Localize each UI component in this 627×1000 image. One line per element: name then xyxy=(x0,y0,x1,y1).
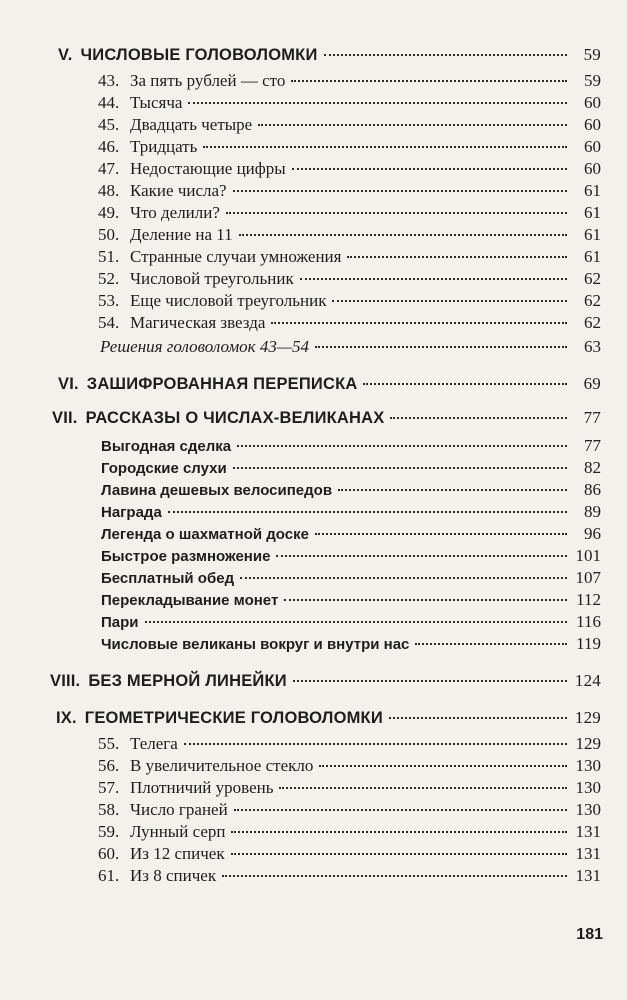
story-title: Числовые великаны вокруг и внутри нас xyxy=(101,636,410,653)
puzzle-title: Странные случаи умножения xyxy=(130,247,342,266)
dot-leader xyxy=(188,102,567,104)
toc-chapter-6 xyxy=(0,373,627,395)
dot-leader xyxy=(222,875,567,877)
page-ref: 130 xyxy=(575,756,601,775)
puzzle-title: Число граней xyxy=(130,800,228,819)
dot-leader xyxy=(233,467,567,469)
page-ref: 62 xyxy=(584,269,601,288)
toc-puzzle-58 xyxy=(0,799,627,821)
puzzle-number: 50. xyxy=(98,225,120,244)
toc-story-3 xyxy=(0,479,627,501)
dot-leader xyxy=(291,80,567,82)
story-title: Выгодная сделка xyxy=(101,438,232,455)
puzzle-title: Числовой треугольник xyxy=(130,269,294,288)
toc-puzzle-55 xyxy=(0,733,627,755)
dot-leader xyxy=(258,124,567,126)
page-ref: 61 xyxy=(584,247,601,266)
toc-puzzle-43 xyxy=(0,70,627,92)
story-title: Быстрое размножение xyxy=(101,548,271,565)
page-ref: 89 xyxy=(584,502,601,521)
page-ref: 61 xyxy=(584,203,601,222)
toc-puzzle-51 xyxy=(0,246,627,268)
dot-leader xyxy=(284,599,567,601)
page-ref: 86 xyxy=(584,480,601,499)
page-ref: 62 xyxy=(584,313,601,332)
dot-leader xyxy=(276,555,567,557)
puzzle-number: 53. xyxy=(98,291,120,310)
puzzle-title: Недостающие цифры xyxy=(130,159,286,178)
puzzle-title: Двадцать четыре xyxy=(130,115,253,134)
puzzle-number: 57. xyxy=(98,778,120,797)
puzzle-title: Лунный серп xyxy=(130,822,226,841)
chapter-number: VII. xyxy=(52,409,78,427)
toc-puzzle-45 xyxy=(0,114,627,136)
puzzle-title: Из 12 спичек xyxy=(130,844,225,863)
page-ref: 77 xyxy=(584,436,601,455)
puzzle-title: За пять рублей — сто xyxy=(130,71,286,90)
story-title: Перекладывание монет xyxy=(101,592,279,609)
puzzle-title: Что делили? xyxy=(130,203,220,222)
puzzle-number: 44. xyxy=(98,93,120,112)
dot-leader xyxy=(233,190,567,192)
puzzle-title: Из 8 спичек xyxy=(130,866,217,885)
dot-leader xyxy=(271,322,567,324)
puzzle-number: 52. xyxy=(98,269,120,288)
toc-chapter-5 xyxy=(0,44,627,66)
page-ref: 60 xyxy=(584,93,601,112)
page-ref: 131 xyxy=(575,822,601,841)
puzzle-number: 48. xyxy=(98,181,120,200)
puzzle-title: Телега xyxy=(130,734,178,753)
page-ref: 101 xyxy=(575,546,601,565)
story-title: Легенда о шахматной доске xyxy=(101,526,309,543)
page-ref: 60 xyxy=(584,159,601,178)
page-ref: 124 xyxy=(574,671,601,690)
chapter-number: VI. xyxy=(58,375,79,393)
chapter-title: РАССКАЗЫ О ЧИСЛАХ-ВЕЛИКАНАХ xyxy=(85,409,385,427)
puzzle-title: Плотничий уровень xyxy=(130,778,274,797)
puzzle-title: Деление на 11 xyxy=(130,225,233,244)
dot-leader xyxy=(338,489,567,491)
toc-story-7 xyxy=(0,567,627,589)
puzzle-number: 58. xyxy=(98,800,120,819)
dot-leader xyxy=(389,717,567,719)
page-ref: 119 xyxy=(576,634,601,653)
toc-puzzle-48 xyxy=(0,180,627,202)
page-ref: 69 xyxy=(583,374,601,393)
puzzle-title: Еще числовой треугольник xyxy=(130,291,327,310)
dot-leader xyxy=(239,234,567,236)
page-ref: 131 xyxy=(575,844,601,863)
puzzle-title: Тридцать xyxy=(130,137,198,156)
story-title: Городские слухи xyxy=(101,460,227,477)
toc-chapter-8 xyxy=(0,670,627,692)
toc-story-9 xyxy=(0,611,627,633)
toc-puzzle-56 xyxy=(0,755,627,777)
page-ref: 60 xyxy=(584,137,601,156)
page-ref: 62 xyxy=(584,291,601,310)
toc-puzzle-46 xyxy=(0,136,627,158)
puzzle-title: В увеличительное стекло xyxy=(130,756,314,775)
page-number: 181 xyxy=(576,926,603,943)
toc-puzzle-44 xyxy=(0,92,627,114)
toc-story-4 xyxy=(0,501,627,523)
dot-leader xyxy=(300,278,567,280)
page-ref: 107 xyxy=(575,568,601,587)
dot-leader xyxy=(315,346,567,348)
chapter-number: IX. xyxy=(56,709,77,727)
page-ref: 61 xyxy=(584,181,601,200)
page-ref: 63 xyxy=(584,337,601,356)
toc-story-10 xyxy=(0,633,627,655)
dot-leader xyxy=(203,146,567,148)
dot-leader xyxy=(415,643,567,645)
story-title: Лавина дешевых велосипедов xyxy=(101,482,333,499)
chapter-title: ГЕОМЕТРИЧЕСКИЕ ГОЛОВОЛОМКИ xyxy=(84,709,383,727)
page-ref: 130 xyxy=(575,778,601,797)
puzzle-title: Какие числа? xyxy=(130,181,227,200)
toc-puzzle-57 xyxy=(0,777,627,799)
page-ref: 60 xyxy=(584,115,601,134)
page-ref: 129 xyxy=(574,708,601,727)
puzzle-number: 45. xyxy=(98,115,120,134)
page-ref: 61 xyxy=(584,225,601,244)
dot-leader xyxy=(226,212,567,214)
puzzle-number: 46. xyxy=(98,137,120,156)
toc-solutions xyxy=(0,336,627,358)
page-ref: 130 xyxy=(575,800,601,819)
dot-leader xyxy=(292,168,567,170)
toc-puzzle-50 xyxy=(0,224,627,246)
toc-chapter-7 xyxy=(0,407,627,429)
puzzle-number: 51. xyxy=(98,247,120,266)
dot-leader xyxy=(145,621,567,623)
toc-puzzle-60 xyxy=(0,843,627,865)
toc-chapter-9 xyxy=(0,707,627,729)
chapter-number: V. xyxy=(58,46,73,64)
chapter-title: ЗАШИФРОВАННАЯ ПЕРЕПИСКА xyxy=(86,375,358,393)
dot-leader xyxy=(168,511,567,513)
toc-puzzle-53 xyxy=(0,290,627,312)
toc-puzzle-54 xyxy=(0,312,627,334)
toc-story-6 xyxy=(0,545,627,567)
story-title: Пари xyxy=(101,614,139,631)
dot-leader xyxy=(319,765,567,767)
dot-leader xyxy=(293,680,567,682)
toc-puzzle-61 xyxy=(0,865,627,887)
page-ref: 131 xyxy=(575,866,601,885)
toc-puzzle-52 xyxy=(0,268,627,290)
page-ref: 77 xyxy=(583,408,601,427)
dot-leader xyxy=(231,831,567,833)
page-ref: 112 xyxy=(576,590,601,609)
toc-story-2 xyxy=(0,457,627,479)
page-ref: 116 xyxy=(576,612,601,631)
dot-leader xyxy=(347,256,567,258)
chapter-number: VIII. xyxy=(50,672,81,690)
dot-leader xyxy=(332,300,567,302)
chapter-title: БЕЗ МЕРНОЙ ЛИНЕЙКИ xyxy=(88,672,287,690)
puzzle-number: 54. xyxy=(98,313,120,332)
puzzle-number: 55. xyxy=(98,734,120,753)
puzzle-title: Тысяча xyxy=(130,93,183,112)
puzzle-title: Магическая звезда xyxy=(130,313,266,332)
story-title: Бесплатный обед xyxy=(101,570,235,587)
page-ref: 96 xyxy=(584,524,601,543)
page-ref: 59 xyxy=(583,45,601,64)
puzzle-number: 47. xyxy=(98,159,120,178)
solutions-title: Решения головоломок 43—54 xyxy=(100,337,309,356)
dot-leader xyxy=(390,417,567,419)
dot-leader xyxy=(315,533,567,535)
page-ref: 129 xyxy=(575,734,601,753)
dot-leader xyxy=(184,743,567,745)
dot-leader xyxy=(231,853,567,855)
dot-leader xyxy=(234,809,567,811)
puzzle-number: 49. xyxy=(98,203,120,222)
dot-leader xyxy=(237,445,567,447)
dot-leader xyxy=(279,787,567,789)
puzzle-number: 43. xyxy=(98,71,120,90)
chapter-title: ЧИСЛОВЫЕ ГОЛОВОЛОМКИ xyxy=(80,46,318,64)
toc-story-8 xyxy=(0,589,627,611)
page-ref: 82 xyxy=(584,458,601,477)
toc-puzzle-59 xyxy=(0,821,627,843)
dot-leader xyxy=(363,383,567,385)
story-title: Награда xyxy=(101,504,162,521)
dot-leader xyxy=(240,577,567,579)
puzzle-number: 61. xyxy=(98,866,120,885)
puzzle-number: 56. xyxy=(98,756,120,775)
page-ref: 59 xyxy=(584,71,601,90)
toc-story-5 xyxy=(0,523,627,545)
dot-leader xyxy=(324,54,568,56)
toc-puzzle-47 xyxy=(0,158,627,180)
toc-story-1 xyxy=(0,435,627,457)
puzzle-number: 59. xyxy=(98,822,120,841)
puzzle-number: 60. xyxy=(98,844,120,863)
toc-puzzle-49 xyxy=(0,202,627,224)
